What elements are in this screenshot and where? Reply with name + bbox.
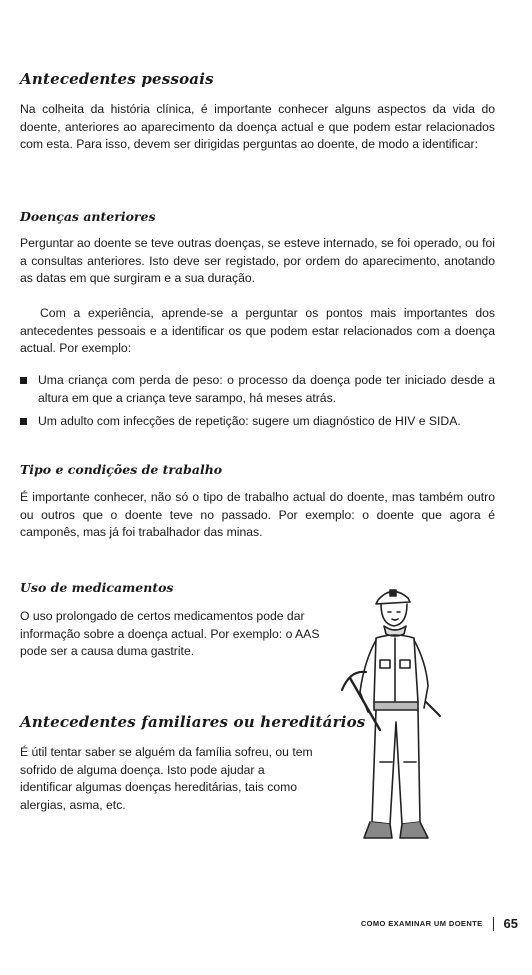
paragraph-uso-medicamentos: O uso prolongado de certos medicamentos pode dar informação sobre a doença actual. Por exemplo: o AAS pode ser a causa duma gastrite. xyxy=(20,609,320,659)
paragraph-doencas-anteriores: Perguntar ao doente se teve outras doenças, se esteve internado, se foi operado, ou foi a consultas anteriores. Isto deve ser registado, por ordem do aparecimento, anotando as datas em que surgiram e a sua duração. xyxy=(20,236,495,286)
heading-doencas-anteriores: Doenças anteriores xyxy=(20,209,156,224)
paragraph-antecedentes-pessoais: Na colheita da história clínica, é importante conhecer alguns aspectos da vida do doente, anteriores ao aparecimento da doença actual e que podem estar relacionados com esta. Para isso, devem ser dirigidas perguntas ao doente, de modo a identificar: xyxy=(20,102,495,152)
heading-uso-medicamentos: Uso de medicamentos xyxy=(20,580,174,595)
page-footer xyxy=(361,916,518,931)
bullet-square-icon xyxy=(20,377,27,384)
paragraph-antecedentes-familiares: É útil tentar saber se alguém da família sofreu, ou tem sofrido de alguma doença. Isto pode ajudar a identificar algumas doenças hereditárias, tais como alergias, asma, etc. xyxy=(20,745,313,812)
example-list xyxy=(20,372,495,437)
footer-divider xyxy=(493,917,494,931)
bullet-square-icon xyxy=(20,418,27,425)
list-item xyxy=(20,372,495,407)
paragraph-experiencia: Com a experiência, aprende-se a perguntar os pontos mais importantes dos antecedentes pessoais e a identificar os que podem estar relacionados com a doença actual. Por exemplo: xyxy=(20,306,495,356)
miner-with-pickaxe-icon xyxy=(340,582,480,847)
page-number: 65 xyxy=(503,916,518,931)
heading-antecedentes-pessoais: Antecedentes pessoais xyxy=(20,70,214,88)
list-item-text: Uma criança com perda de peso: o processo da doença pode ter iniciado desde a altura em que a criança teve sarampo, há meses atrás. xyxy=(38,373,495,405)
heading-antecedentes-familiares: Antecedentes familiares ou hereditários xyxy=(20,713,366,731)
list-item xyxy=(20,413,495,431)
paragraph-tipo-trabalho: É importante conhecer, não só o tipo de trabalho actual do doente, mas também outro ou outros que o doente teve no passado. Por exemplo: o doente que agora é camponês, mas já foi trabalhador das minas. xyxy=(20,490,495,540)
heading-tipo-trabalho: Tipo e condições de trabalho xyxy=(20,462,223,477)
footer-title: COMO EXAMINAR UM DOENTE xyxy=(360,919,483,928)
list-item-text: Um adulto com infecções de repetição: sugere um diagnóstico de HIV e SIDA. xyxy=(38,414,461,429)
